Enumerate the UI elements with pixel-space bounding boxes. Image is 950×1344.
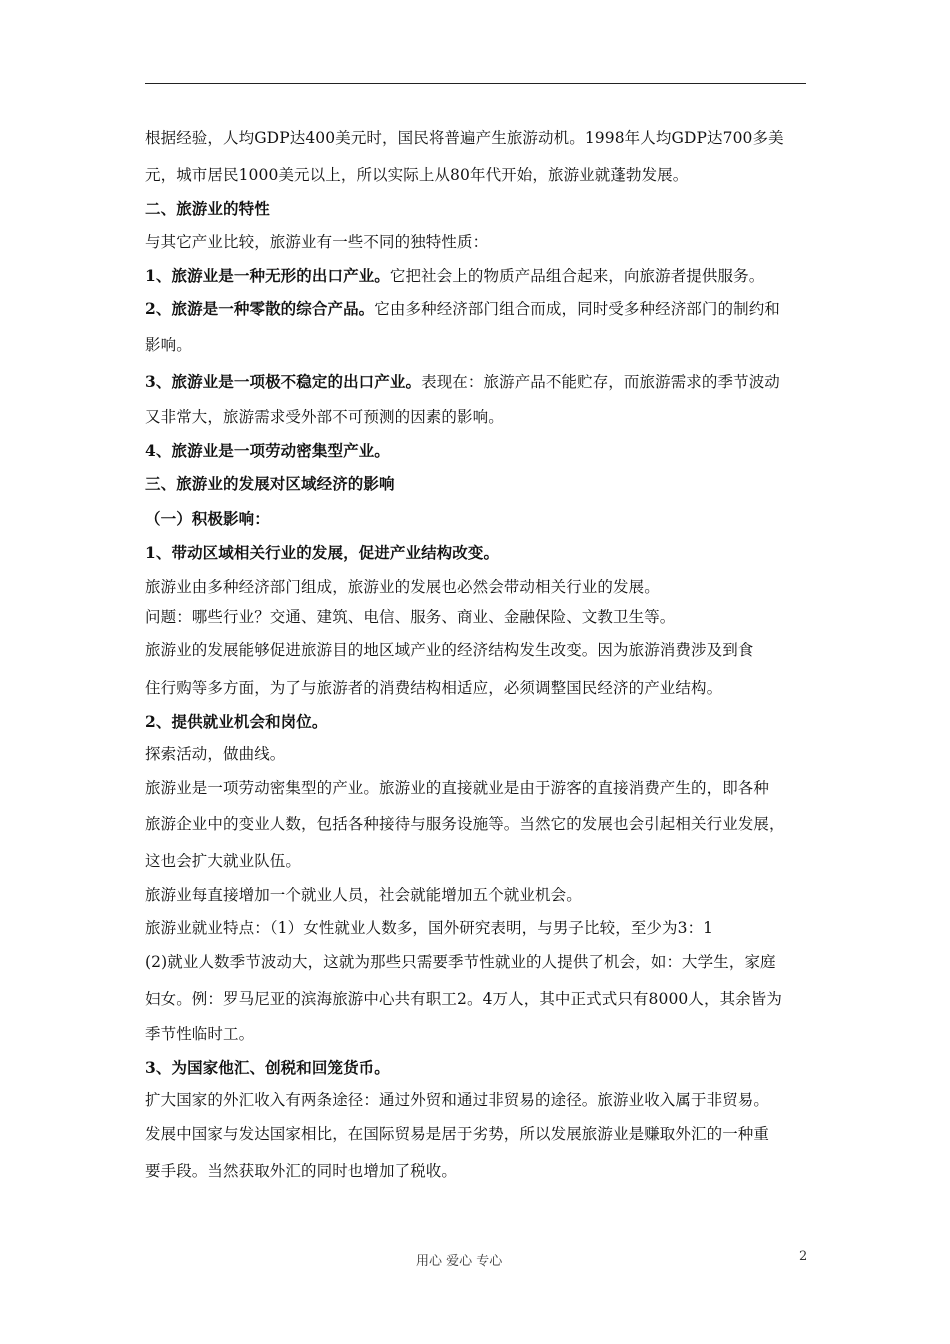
text-line (145, 335, 192, 355)
text-span: 扩大国家的外汇收入有两条途径：通过外贸和通过非贸易的途径。旅游业收入属于非贸易。 (145, 1091, 770, 1109)
text-line (145, 814, 785, 834)
text-span: 探索活动，做曲线。 (145, 745, 286, 763)
text-span: 又非常大，旅游需求受外部不可预测的因素的影响。 (145, 408, 504, 426)
text-line (145, 885, 582, 905)
text-span: 这也会扩大就业队伍。 (145, 852, 302, 870)
text-span: 要手段。当然获取外汇的同时也增加了税收。 (145, 1162, 458, 1180)
bold-text-span: 4、旅游业是一项劳动密集型产业。 (145, 441, 390, 460)
text-line (145, 509, 270, 529)
text-span: 它由多种经济部门组合而成，同时受多种经济部门的制约和 (374, 300, 780, 318)
text-span: 表现在：旅游产品不能贮存，而旅游需求的季节波动 (421, 373, 780, 391)
text-span: 旅游业就业特点：（1）女性就业人数多，国外研究表明，与男子比较，至少为3：1 (145, 919, 714, 937)
text-line (145, 952, 776, 972)
text-span: 旅游企业中的变业人数，包括各种接待与服务设施等。当然它的发展也会引起相关行业发展， (145, 815, 785, 833)
bold-text-span: 二、旅游业的特性 (145, 199, 270, 218)
text-line (145, 712, 328, 732)
text-line (145, 474, 395, 494)
text-line (145, 744, 285, 764)
bold-text-span: 1、带动区域相关行业的发展，促进产业结构改变。 (145, 543, 500, 562)
bold-text-span: 3、旅游业是一项极不稳定的出口产业。 (145, 372, 422, 391)
text-span: (2)就业人数季节波动大，这就为那些只需要季节性就业的人提供了机会，如：大学生，家庭 (145, 953, 776, 971)
text-line (145, 128, 784, 148)
text-line (145, 1124, 769, 1144)
text-span: 季节性临时工。 (145, 1025, 255, 1043)
text-line (145, 407, 504, 427)
bold-text-span: 1、旅游业是一种无形的出口产业。 (145, 266, 390, 285)
text-span: 住行购等多方面，为了与旅游者的消费结构相适应，必须调整国民经济的产业结构。 (145, 679, 723, 697)
text-line (145, 918, 713, 938)
header-rule (145, 83, 806, 84)
text-line (145, 607, 675, 627)
text-span: 根据经验，人均GDP达400美元时，国民将普遍产生旅游动机。1998年人均GDP达700多美 (145, 129, 784, 147)
text-span: 影响。 (145, 336, 192, 354)
text-line (145, 851, 301, 871)
text-line (145, 1024, 254, 1044)
bold-text-span: 2、旅游是一种零散的综合产品。 (145, 299, 375, 318)
text-line (145, 678, 722, 698)
text-line (145, 778, 769, 798)
text-line (145, 1058, 390, 1078)
text-line (145, 1090, 769, 1110)
bold-text-span: 三、旅游业的发展对区域经济的影响 (145, 474, 395, 493)
text-span: 问题：哪些行业？交通、建筑、电信、服务、商业、金融保险、文教卫生等。 (145, 608, 676, 626)
bold-text-span: 3、为国家他汇、创税和回笼货币。 (145, 1058, 390, 1077)
text-span: 旅游业的发展能够促进旅游目的地区域产业的经济结构发生改变。因为旅游消费涉及到食 (145, 641, 754, 659)
text-line (145, 441, 390, 461)
footer-motto: 用心 爱心 专心 (416, 1254, 503, 1269)
text-line (145, 543, 499, 563)
text-span: 旅游业是一项劳动密集型的产业。旅游业的直接就业是由于游客的直接消费产生的，即各种 (145, 779, 770, 797)
text-line (145, 577, 660, 597)
text-line (145, 372, 780, 392)
text-line (145, 232, 488, 252)
bold-text-span: （一）积极影响： (145, 509, 270, 528)
text-span: 元，城市居民1000美元以上，所以实际上从80年代开始，旅游业就蓬勃发展。 (145, 166, 689, 184)
text-line (145, 989, 782, 1009)
text-span: 发展中国家与发达国家相比，在国际贸易是居于劣势，所以发展旅游业是赚取外汇的一种重 (145, 1125, 770, 1143)
text-line (145, 199, 270, 219)
page-number: 2 (799, 1249, 808, 1264)
text-span: 妇女。例：罗马尼亚的滨海旅游中心共有职工2。4万人，其中正式式只有8000人，其余皆为 (145, 990, 782, 1008)
text-span: 它把社会上的物质产品组合起来，向旅游者提供服务。 (389, 267, 765, 285)
text-span: 旅游业由多种经济部门组成，旅游业的发展也必然会带动相关行业的发展。 (145, 578, 660, 596)
text-span: 旅游业每直接增加一个就业人员，社会就能增加五个就业机会。 (145, 886, 582, 904)
text-line (145, 640, 753, 660)
text-span: 与其它产业比较，旅游业有一些不同的独特性质： (145, 233, 489, 251)
text-line (145, 165, 688, 185)
bold-text-span: 2、提供就业机会和岗位。 (145, 712, 328, 731)
text-line (145, 266, 764, 286)
text-line (145, 299, 780, 319)
text-line (145, 1161, 457, 1181)
